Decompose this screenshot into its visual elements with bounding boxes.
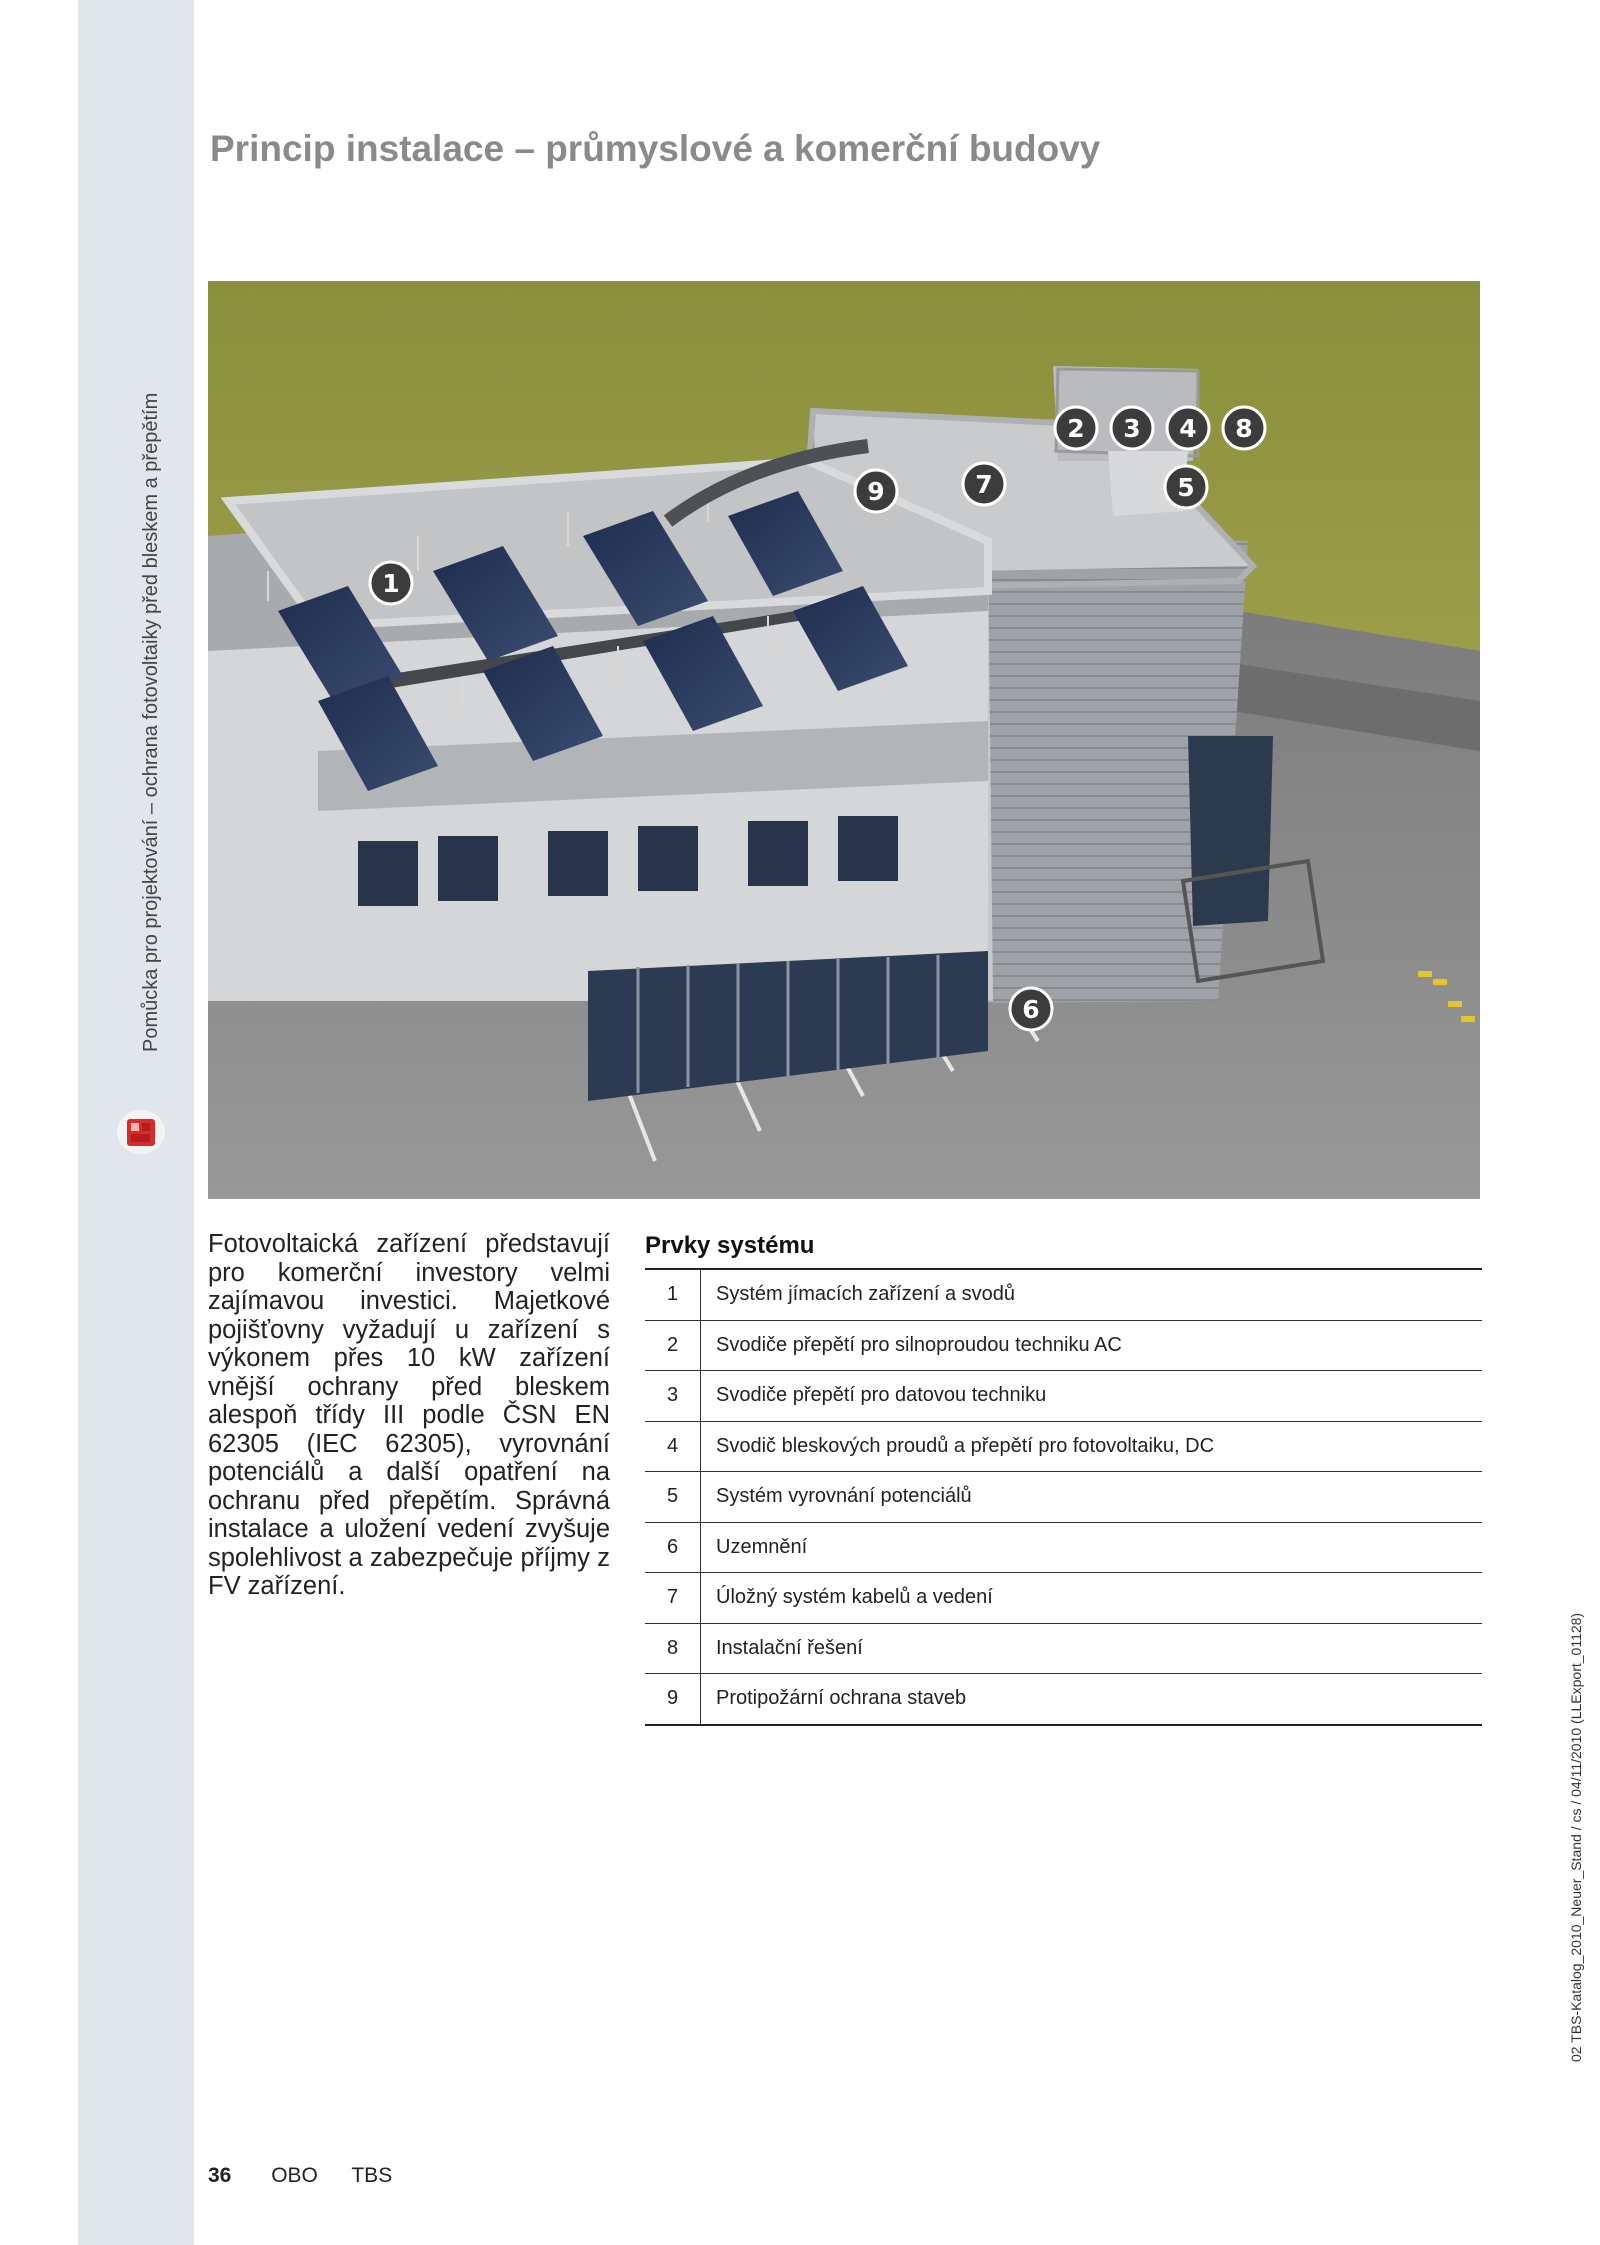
row-number: 5	[645, 1472, 701, 1523]
table-row	[645, 1320, 1482, 1371]
svg-text:3: 3	[1123, 414, 1141, 443]
svg-text:4: 4	[1179, 414, 1197, 443]
page-title: Princip instalace – průmyslové a komerční budovy	[210, 128, 1101, 169]
print-job-label: 02 TBS-Katalog_2010_Neuer_Stand / cs / 04/11/2010 (LLExport_01128)	[1568, 1612, 1584, 2062]
row-number: 8	[645, 1623, 701, 1674]
marker-2	[1055, 407, 1097, 449]
section-icon	[116, 1108, 166, 1156]
table-row	[645, 1573, 1482, 1624]
table-row	[645, 1269, 1482, 1320]
svg-text:8: 8	[1235, 414, 1253, 443]
marker-8	[1223, 407, 1265, 449]
row-number: 6	[645, 1522, 701, 1573]
row-number: 2	[645, 1320, 701, 1371]
system-elements-panel	[645, 1232, 1482, 1726]
row-label: Svodič bleskových proudů a přepětí pro fotovoltaiku, DC	[701, 1421, 1483, 1472]
marker-1	[370, 562, 412, 604]
row-number: 4	[645, 1421, 701, 1472]
marker-4	[1167, 407, 1209, 449]
row-number: 1	[645, 1269, 701, 1320]
system-elements-title: Prvky systému	[645, 1232, 815, 1259]
system-elements-table	[645, 1268, 1482, 1726]
row-label: Systém jímacích zařízení a svodů	[701, 1269, 1483, 1320]
row-number: 3	[645, 1371, 701, 1422]
svg-text:1: 1	[382, 569, 400, 598]
table-row	[645, 1623, 1482, 1674]
svg-text:7: 7	[975, 470, 993, 499]
sidebar-section-label: Pomůcka pro projektování – ochrana fotovoltaiky před bleskem a přepětím	[140, 392, 162, 1052]
table-row	[645, 1472, 1482, 1523]
table-row	[645, 1371, 1482, 1422]
svg-text:9: 9	[867, 477, 885, 506]
table-row	[645, 1674, 1482, 1725]
marker-3	[1111, 407, 1153, 449]
row-label: Systém vyrovnání potenciálů	[701, 1472, 1483, 1523]
page-footer	[208, 2164, 392, 2188]
row-label: Protipožární ochrana staveb	[701, 1674, 1483, 1725]
building-illustration	[208, 281, 1480, 1199]
row-number: 7	[645, 1573, 701, 1624]
marker-5	[1165, 466, 1207, 508]
marker-6	[1010, 988, 1052, 1030]
row-label: Úložný systém kabelů a vedení	[701, 1573, 1483, 1624]
footer-brand: OBO	[271, 2164, 318, 2187]
row-label: Uzemnění	[701, 1522, 1483, 1573]
svg-text:5: 5	[1177, 473, 1195, 502]
page-number: 36	[208, 2164, 232, 2187]
table-row	[645, 1522, 1482, 1573]
row-label: Instalační řešení	[701, 1623, 1483, 1674]
svg-text:6: 6	[1022, 995, 1040, 1024]
marker-7	[963, 463, 1005, 505]
table-row	[645, 1421, 1482, 1472]
row-label: Svodiče přepětí pro silnoproudou techniku AC	[701, 1320, 1483, 1371]
row-number: 9	[645, 1674, 701, 1725]
marker-9	[855, 470, 897, 512]
footer-section: TBS	[351, 2164, 393, 2187]
svg-text:2: 2	[1067, 414, 1085, 443]
entrance-door	[1188, 736, 1273, 926]
intro-paragraph: Fotovoltaická zařízení představují pro komerční investory velmi zajímavou investici. Majetkové pojišťovny vyžadují u zařízení s výkonem přes 10 kW zařízení vnější ochrany před bleskem alespoň třídy III podle ČSN EN 62305 (IEC 62305), vyrovnání potenciálů a další opatření na ochranu před přepětím. Správná instalace a uložení vedení zvyšuje spolehlivost a zabezpečuje příjmy z FV zařízení.	[208, 1230, 610, 1600]
row-label: Svodiče přepětí pro datovou techniku	[701, 1371, 1483, 1422]
